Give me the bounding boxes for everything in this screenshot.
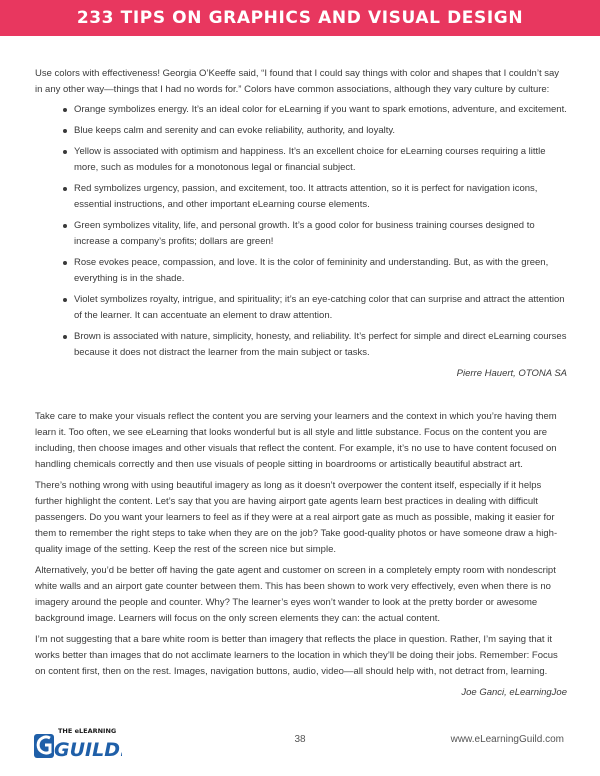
body-paragraph: I’m not suggesting that a bare white room is better than imagery that reflects the place in question. Rather, I’m saying that it works better than images that do not acclimate learners to the location in which they’ll be doing their jobs. Remember: Focus on content first, then on the rest. Images, navigation buttons, audio, video—all should help with, not detract from, learning.	[35, 634, 558, 677]
list-item: Blue keeps calm and serenity and can evoke reliability, authority, and loyalty.	[63, 123, 567, 139]
page-title: 233 TIPS ON GRAPHICS AND VISUAL DESIGN	[76, 8, 524, 28]
logo-wordmark: GUILD.	[54, 739, 122, 758]
page-number: 38	[294, 734, 306, 745]
list-item: Violet symbolizes royalty, intrigue, and spirituality; it’s an eye-catching color that can surprise and attract the attention of the learner. It can accentuate an element to draw attention.	[63, 292, 567, 324]
color-tips-list	[35, 102, 567, 361]
visuals-section	[35, 409, 567, 701]
list-item: Red symbolizes urgency, passion, and excitement, too. It attracts attention, so it is perfect for navigation icons, essential instructions, and other important eLearning course elements.	[63, 181, 567, 213]
list-item: Rose evokes peace, compassion, and love. It is the color of femininity and understanding. But, as with the green, everything is in the shade.	[63, 255, 567, 287]
main-content	[35, 66, 567, 701]
intro-paragraph: Use colors with effectiveness! Georgia O’Keeffe said, “I found that I could say things with color and shapes that I couldn’t say in any other way—things that I had no words for.” Colors have common associations, although they vary culture by culture:	[35, 68, 560, 95]
body-paragraph: Alternatively, you’d be better off having the gate agent and customer on screen in a completely empty room with nondescript white walls and an airport gate counter between them. This has been shown to work very effectively, even when there is no imagery around the people and counter. Why? The learner’s eyes won’t wander to look at the pretty border or awesome background image. Learners will focus on the only screen elements they can: the actual content.	[35, 565, 556, 624]
site-url[interactable]: www.eLearningGuild.com	[450, 734, 564, 745]
footer	[0, 712, 600, 762]
body-paragraph: There’s nothing wrong with using beautiful imagery as long as it doesn’t overpower the content itself, especially if it helps further highlight the content. Let’s say that you are having airport gate agents learn best practices in dealing with difficult passengers. Do you want your learners to feel as if they were at a real airport gate as much as possible, making it easier for them to remember the right steps to take when they are on the job? Take good-quality photos or have someone draw a high-quality image of the setting. Keep the rest of the screen nice but simple.	[35, 480, 558, 555]
attribution: Joe Ganci, eLearningJoe	[461, 687, 567, 698]
attribution: Pierre Hauert, OTONA SA	[456, 368, 567, 379]
list-item: Brown is associated with nature, simplicity, honesty, and reliability. It’s perfect for simple and direct eLearning courses because it does not distract the learner from the main subject or tasks.	[63, 329, 567, 361]
header-banner	[0, 0, 600, 36]
list-item: Orange symbolizes energy. It’s an ideal color for eLearning if you want to spark emotions, adventure, and excitement.	[63, 102, 567, 118]
body-paragraph: Take care to make your visuals reflect the content you are serving your learners and the context in which you’re having them learn it. Too often, we see eLearning that looks wonderful but is all style and little substance. Focus on the content you are including, then choose images and other visuals that reflect the content. For example, it’s no use to have content focused on handling chemicals correctly and then use visuals of people sitting in boardrooms or artistically beautiful abstract art.	[35, 411, 557, 470]
list-item: Yellow is associated with optimism and happiness. It’s an excellent choice for eLearning courses requiring a little more, such as modules for a monotonous legal or financial subject.	[63, 144, 567, 176]
logo-tagline: THE eLEARNING	[58, 727, 117, 735]
list-item: Green symbolizes vitality, life, and personal growth. It’s a good color for business training courses designed to increase a company’s profits; dollars are green!	[63, 218, 567, 250]
